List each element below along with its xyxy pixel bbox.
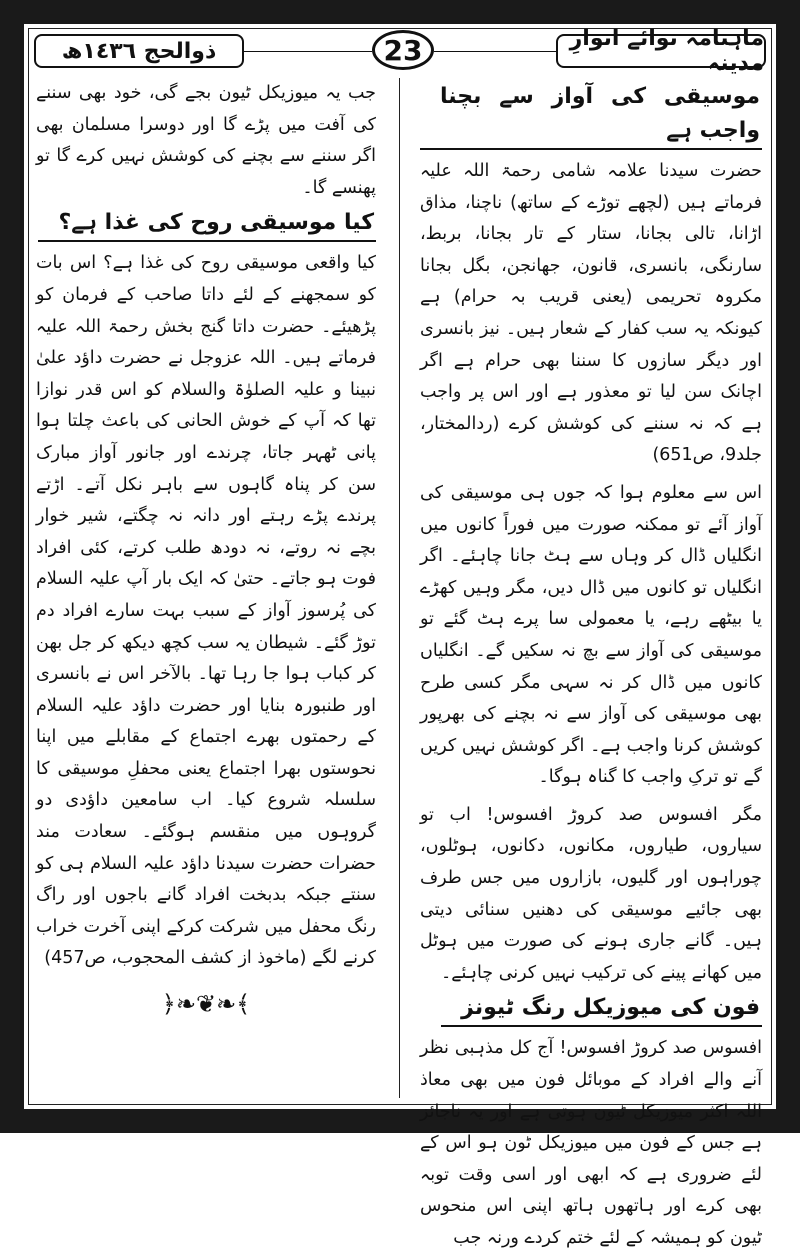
paragraph: افسوس صد کروڑ افسوس! آج کل مذہبی نظر آنے والے افراد کے موبائل فون میں بھی معاذ اللہ اکثر میوزیکل ٹیون ہوتی ہے اور یہ ناجائز ہے جس کے فون میں میوزیکل ٹون ہو اس کے لئے ضروری ہے کہ ابھی اور اسی وقت توبہ بھی کرے اور ہاتھوں ہاتھ اپنی اس منحوس ٹیون کو ہمیشہ کے لئے ختم کردے ورنہ جب xyxy=(420,1038,762,1248)
column-divider xyxy=(399,78,400,1098)
header-rule-right xyxy=(434,51,556,52)
paragraph: کیا واقعی موسیقی روح کی غذا ہے؟ اس بات کو سمجھنے کے لئے داتا صاحب کے فرمان کو پڑھیئے۔ حضرت داتا گنج بخش رحمۃ اللہ علیہ فرماتے ہیں۔ اللہ عزوجل نے حضرت داؤد علیٰ نبینا و علیہ الصلوٰۃ والسلام کو اس قدر نوازا تھا کہ آپ کے خوش الحانی کی باعث چلتا ہوا پانی ٹھہر جاتا، چرندے اور جانور آواز مبارک سن کر پناہ گاہوں سے باہر نکل آتے۔ اڑتے پرندے پڑے رہتے اور دانہ نہ چگتے، شیر خوار بچے نہ روتے، نہ دودھ طلب کرتے، کئی افراد فوت ہو جاتے۔ حتیٰ کہ ایک بار آپ علیہ السلام کی پُرسوز آواز کے سبب بہت سارے افراد دم توڑ گئے۔ شیطان یہ سب کچھ دیکھ کر جل بھن کر کباب ہوا جا رہا تھا۔ بالآخر اس نے بانسری اور طنبورہ بنایا اور حضرت داؤد علیہ السلام کے رحمتوں بھرے اجتماع کے مقابلے میں اپنا نحوستوں بھرا اجتماع یعنی محفلِ موسیقی کا سلسلہ شروع کیا۔ اب سامعین داؤدی دو گروہوں میں منقسم ہوگئے۔ سعادت مند حضرات حضرت سیدنا داؤد علیہ السلام ہی کو سنتے جبکہ بدبخت افراد گانے باجوں اور راگ رنگ محفل میں شرکت کرکے اپنی آخرت خراب کرنے لگے (ماخوذ از کشف المحجوب، ص457) xyxy=(36,253,376,969)
section-heading: موسیقی کی آواز سے بچنا واجب ہے xyxy=(420,80,762,150)
paragraph: جب یہ میوزیکل ٹیون بجے گی، خود بھی سننے کی آفت میں پڑے گا اور دوسرا مسلمان بھی اگر سننے سے بچنے کی کوشش نہیں کرے گا تو پھنسے گا۔ xyxy=(36,83,376,198)
paragraph: حضرت سیدنا علامہ شامی رحمۃ اللہ علیہ فرماتے ہیں (لچھے توڑے کے ساتھ) ناچنا، مذاق اڑانا، تالی بجانا، ستار کے تار بجانا، بربط، سارنگی، بانسری، قانون، جھانجن، بگل بجانا مکروہ تحریمی (یعنی قریب بہ حرام) ہے کیونکہ یہ سب کفار کے شعار ہیں۔ نیز بانسری اور دیگر سازوں کا سننا بھی حرام ہے اگر اچانک سن لیا تو معذور ہے اور اس پر واجب ہے کہ نہ سننے کی کوشش کرے (ردالمختار، جلد9، ص651) xyxy=(420,161,762,466)
page-header xyxy=(34,26,766,76)
left-column xyxy=(36,78,376,1021)
magazine-title: ماہنامہ نوائے انوارِ مدینہ xyxy=(556,34,766,68)
header-rule-left xyxy=(244,51,372,52)
paragraph: مگر افسوس صد کروڑ افسوس! اب تو سیاروں، طیاروں، مکانوں، دکانوں، ہوٹلوں، چوراہوں اور گلیوں، بازاروں میں جس طرف بھی جائیے موسیقی کی دھنیں سنائی دیتی ہیں۔ گانے جاری ہونے کی صورت میں ہوٹل میں کھانے پینے کی ترکیب نہیں کرنی چاہئے۔ xyxy=(420,804,762,983)
ornament-divider: ﴾❧❦❧﴿ xyxy=(161,990,251,1019)
section-heading: کیا موسیقی روح کی غذا ہے؟ xyxy=(38,206,376,242)
issue-date: ذوالحج ١٤٣٦ھ xyxy=(34,34,244,68)
page-number: 23 xyxy=(372,30,434,70)
right-column xyxy=(420,78,762,1255)
paragraph: اس سے معلوم ہوا کہ جوں ہی موسیقی کی آواز آئے تو ممکنہ صورت میں فوراً کانوں میں انگلیاں ڈال کر وہاں سے ہٹ جانا چاہئے۔ اگر انگلیاں تو کانوں میں ڈال دیں، مگر وہیں کھڑے یا بیٹھے رہے، یا معمولی سا پرے ہٹ گئے تو موسیقی کی آواز سے بچ نہ سکیں گے۔ انگلیاں کانوں میں ڈال کر نہ سہی مگر کسی طرح بھی موسیقی کی آواز سے نہ بچنے کی بھرپور کوشش کرنا واجب ہے۔ اگر کوشش نہیں کریں گے تو ترکِ واجب کا گناہ ہوگا۔ xyxy=(420,482,762,788)
section-heading: فون کی میوزیکل رنگ ٹیونز xyxy=(441,991,762,1027)
